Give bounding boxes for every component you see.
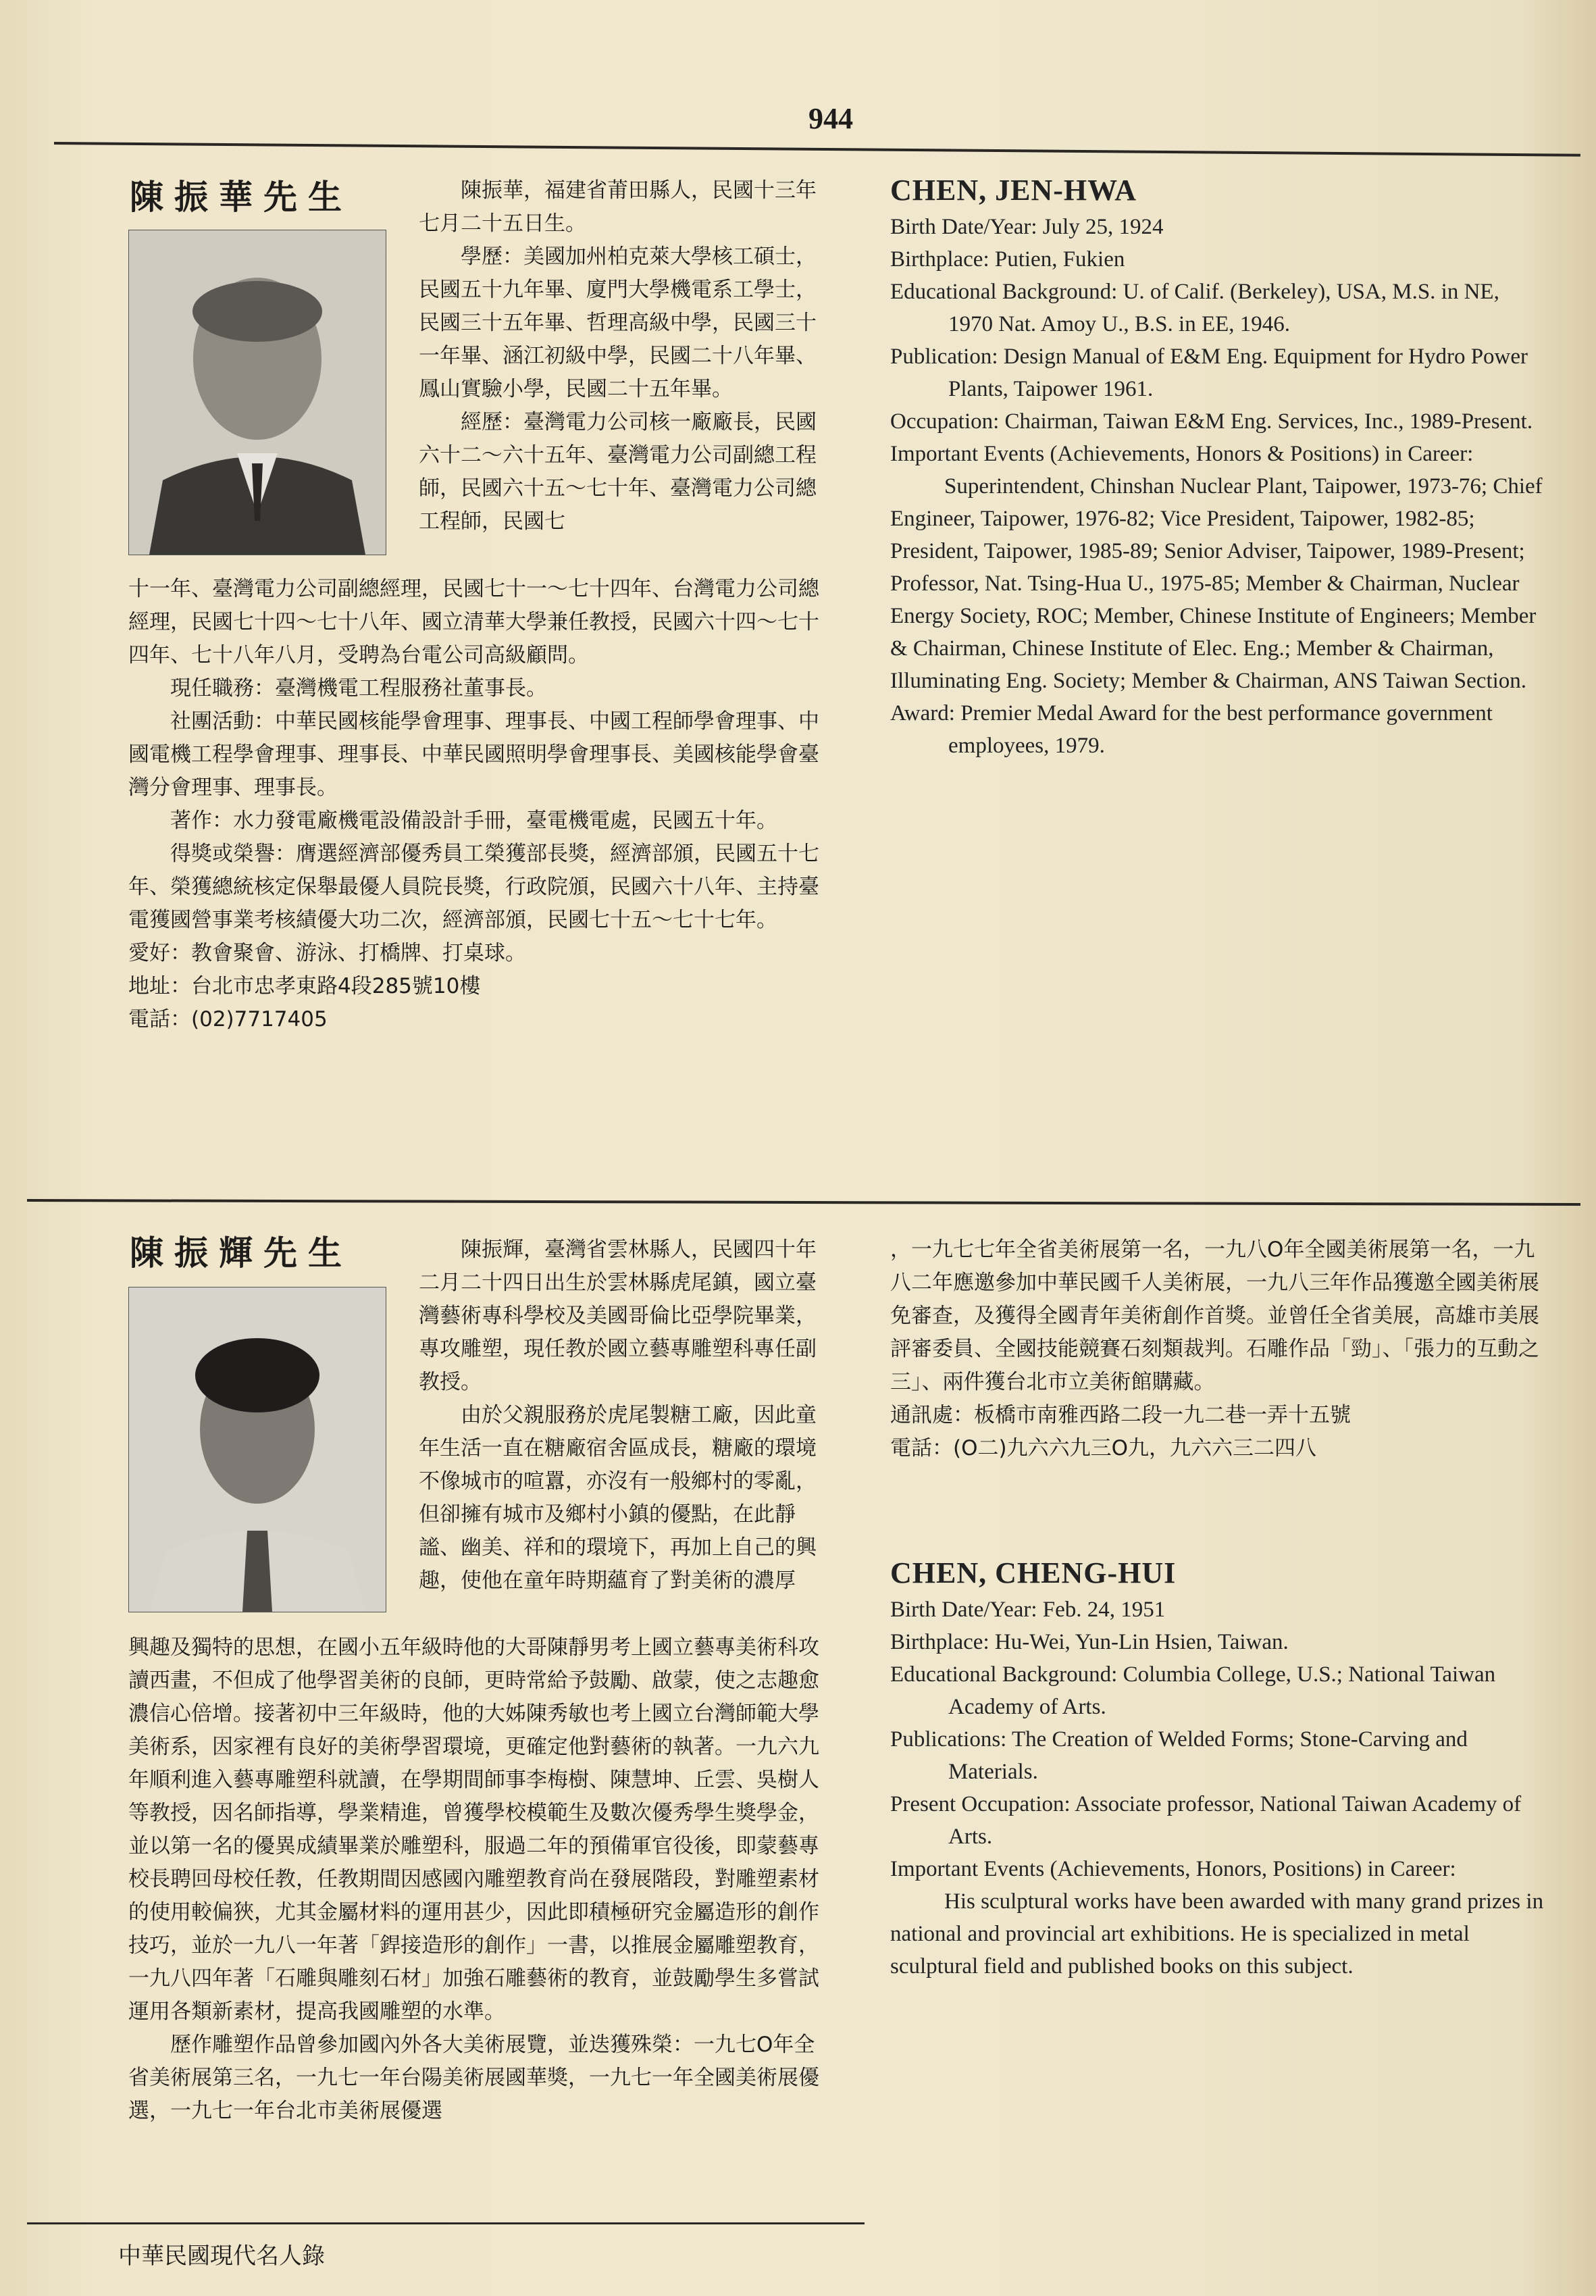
entry2-zh-phone: 電話：(O二)九六六九三O九，九六六三二四八	[890, 1436, 1316, 1460]
entry2-events-heading: Important Events (Achievements, Honors, Positions) in Career:	[890, 1857, 1456, 1881]
entry2-bio-narrow	[419, 1233, 824, 1598]
entry1-birthplace: Birthplace: Putien, Fukien	[890, 247, 1125, 272]
entry1-zh-associations: 社團活動：中華民國核能學會理事、理事長、中國工程師學會理事、中國電機工程學會理事、理事長、中華民國照明學會理事長、美國核能學會臺灣分會理事、理事長。	[128, 709, 819, 800]
entry1-birth-date: Birth Date/Year: July 25, 1924	[890, 215, 1164, 239]
entry2-birth-date: Birth Date/Year: Feb. 24, 1951	[890, 1598, 1166, 1622]
entry2-zh-address: 通訊處：板橋市南雅西路二段一九二巷一弄十五號	[890, 1403, 1351, 1427]
entry1-education: Educational Background: U. of Calif. (Berkeley), USA, M.S. in NE, 1970 Nat. Amoy U., B.S. in EE, 1946.	[890, 280, 1499, 336]
entry2-events-text: His sculptural works have been awarded with many grand prizes in national and provincial art exhibitions. He is specialized in metal sculptural field and published books on this subject.	[890, 1889, 1544, 1979]
entry1-zh-paragraph: 經歷：臺灣電力公司核一廠廠長，民國六十二～六十五年、臺灣電力公司副總工程師，民國六十五～七十年、臺灣電力公司總工程師，民國七	[419, 410, 817, 534]
entry2-name-en: CHEN, CHENG-HUI	[890, 1556, 1177, 1589]
entry2-zh-paragraph: ，一九七七年全省美術展第一名，一九八O年全國美術展第一名，一九八二年應邀參加中華民國千人美術展，一九八三年作品獲邀全國美術展免審查，及獲得全國青年美術創作首獎。並曾任全省美展，高雄市美展評審委員、全國技能競賽石刻類裁判。石雕作品「勁」、「張力的互動之三」、兩件獲台北市立美術館購藏。	[890, 1238, 1539, 1394]
entry1-zh-address: 地址：台北市忠孝東路4段285號10樓	[128, 974, 481, 998]
section-divider	[27, 1199, 1580, 1206]
page-number: 944	[808, 102, 853, 135]
entry2-education: Educational Background: Columbia College, U.S.; National Taiwan Academy of Arts.	[890, 1662, 1496, 1719]
entry1-bio-narrow	[419, 174, 824, 538]
entry1-award: Award: Premier Medal Award for the best performance government employees, 1979.	[890, 701, 1493, 758]
entry2-birthplace: Birthplace: Hu-Wei, Yun-Lin Hsien, Taiwan.	[890, 1630, 1289, 1654]
entry1-portrait-icon	[129, 230, 386, 555]
footer-rule	[27, 2222, 865, 2224]
entry1-portrait-photo	[128, 230, 386, 555]
page-footer: 中華民國現代名人錄	[118, 2243, 325, 2270]
top-rule	[54, 142, 1580, 157]
entry1-events-heading: Important Events (Achievements, Honors & Positions) in Career:	[890, 442, 1474, 466]
entry1-zh-paragraph: 陳振華，福建省莆田縣人，民國十三年七月二十五日生。	[419, 178, 817, 236]
entry1-publication: Publication: Design Manual of E&M Eng. Equipment for Hydro Power Plants, Taipower 1961.	[890, 345, 1528, 401]
entry1-bio-wide	[128, 573, 824, 1036]
entry2-occupation: Present Occupation: Associate professor, National Taiwan Academy of Arts.	[890, 1792, 1522, 1849]
entry1-zh-position: 現任職務：臺灣機電工程服務社董事長。	[170, 676, 547, 700]
entry1-zh-awards: 得獎或榮譽：膺選經濟部優秀員工榮獲部長獎，經濟部頒，民國五十七年、榮獲總統核定保舉最優人員院長獎，行政院頒，民國六十八年、主持臺電獲國營事業考核績優大功二次，經濟部頒，民國七十五～七十七年。	[128, 842, 819, 932]
entry2-portrait-icon	[129, 1287, 386, 1612]
entry1-zh-paragraph: 學歷：美國加州柏克萊大學核工碩士，民國五十九年畢、廈門大學機電系工學士，民國三十五年畢、哲理高級中學，民國三十一年畢、涵江初級中學，民國二十八年畢、鳳山實驗小學，民國二十五年畢。	[419, 245, 817, 401]
entry1-zh-phone: 電話：(02)7717405	[128, 1007, 328, 1031]
entry2-zh-paragraph: 由於父親服務於虎尾製糖工廠，因此童年生活一直在糖廠宿舍區成長，糖廠的環境不像城市的喧囂，亦沒有一般鄉村的零亂，但卻擁有城市及鄉村小鎮的優點，在此靜謐、幽美、祥和的環境下，再加上自己的興趣，使他在童年時期蘊育了對美術的濃厚	[419, 1403, 817, 1593]
entry1-name-en: CHEN, JEN-HWA	[890, 174, 1137, 207]
entry1-zh-publications: 著作：水力發電廠機電設備設計手冊，臺電機電處，民國五十年。	[170, 809, 777, 833]
entry1-occupation: Occupation: Chairman, Taiwan E&M Eng. Services, Inc., 1989-Present.	[890, 409, 1533, 434]
entry1-events-text: Superintendent, Chinshan Nuclear Plant, Taipower, 1973-76; Chief Engineer, Taipower, 1976-82; Vice President, Taipower, 1982-85; President, Taipower, 1985-89; Senior Adviser, Taipower, 1989-Present; Professor, Nat. Tsing-Hua U., 1975-85; Member & Chairman, Nuclear Energy Society, ROC; Member, Chinese Institute of Engineers; Member & Chairman, Chinese Institute of Elec. Eng.; Member & Chairman, Illuminating Eng. Society; Member & Chairman, ANS Taiwan Section.	[890, 474, 1543, 693]
entry1-name-zh: 陳振華先生	[130, 178, 353, 217]
entry2-zh-paragraph: 陳振輝，臺灣省雲林縣人，民國四十年二月二十四日出生於雲林縣虎尾鎮，國立臺灣藝術專科學校及美國哥倫比亞學院畢業，專攻雕塑，現任教於國立藝專雕塑科專任副教授。	[419, 1238, 817, 1394]
entry2-publications: Publications: The Creation of Welded Forms; Stone-Carving and Materials.	[890, 1727, 1468, 1784]
entry2-bio-wide	[128, 1631, 824, 2128]
entry1-bio-en	[890, 174, 1549, 762]
entry2-bio-right	[890, 1233, 1549, 1465]
entry2-bio-en	[890, 1557, 1549, 1983]
entry2-zh-paragraph: 興趣及獨特的思想，在國小五年級時他的大哥陳靜男考上國立藝專美術科攻讀西畫，不但成了他學習美術的良師，更時常給予鼓勵、啟蒙，使之志趣愈濃信心倍增。接著初中三年級時，他的大姊陳秀敏也考上國立台灣師範大學美術系，因家裡有良好的美術學習環境，更確定他對藝術的執著。一九六九年順利進入藝專雕塑科就讀，在學期間師事李梅樹、陳慧坤、丘雲、吳樹人等教授，因名師指導，學業精進，曾獲學校模範生及數次優秀學生獎學金，並以第一名的優異成績畢業於雕塑科，服過二年的預備軍官役後，即蒙藝專校長聘回母校任教，任教期間因感國內雕塑教育尚在發展階段，對雕塑素材的使用較偏狹，尤其金屬材料的運用甚少，因此即積極研究金屬造形的創作技巧，並於一九八一年著「銲接造形的創作」一書，以推展金屬雕塑教育，一九八四年著「石雕與雕刻石材」加強石雕藝術的教育，並鼓勵學生多嘗試運用各類新素材，提高我國雕塑的水準。	[128, 1635, 819, 2024]
entry2-zh-paragraph: 歷作雕塑作品曾參加國內外各大美術展覽，並迭獲殊榮：一九七O年全省美術展第三名，一九七一年台陽美術展國華獎，一九七一年全國美術展優選，一九七一年台北市美術展優選	[128, 2033, 819, 2123]
entry1-zh-hobbies: 愛好：教會聚會、游泳、打橋牌、打桌球。	[128, 941, 526, 965]
entry1-zh-paragraph: 十一年、臺灣電力公司副總經理，民國七十一～七十四年、台灣電力公司總經理，民國七十四～七十八年、國立清華大學兼任教授，民國六十四～七十四年、七十八年八月，受聘為台電公司高級顧問。	[128, 577, 819, 667]
entry2-portrait-photo	[128, 1287, 386, 1612]
entry2-name-zh: 陳振輝先生	[130, 1233, 353, 1273]
